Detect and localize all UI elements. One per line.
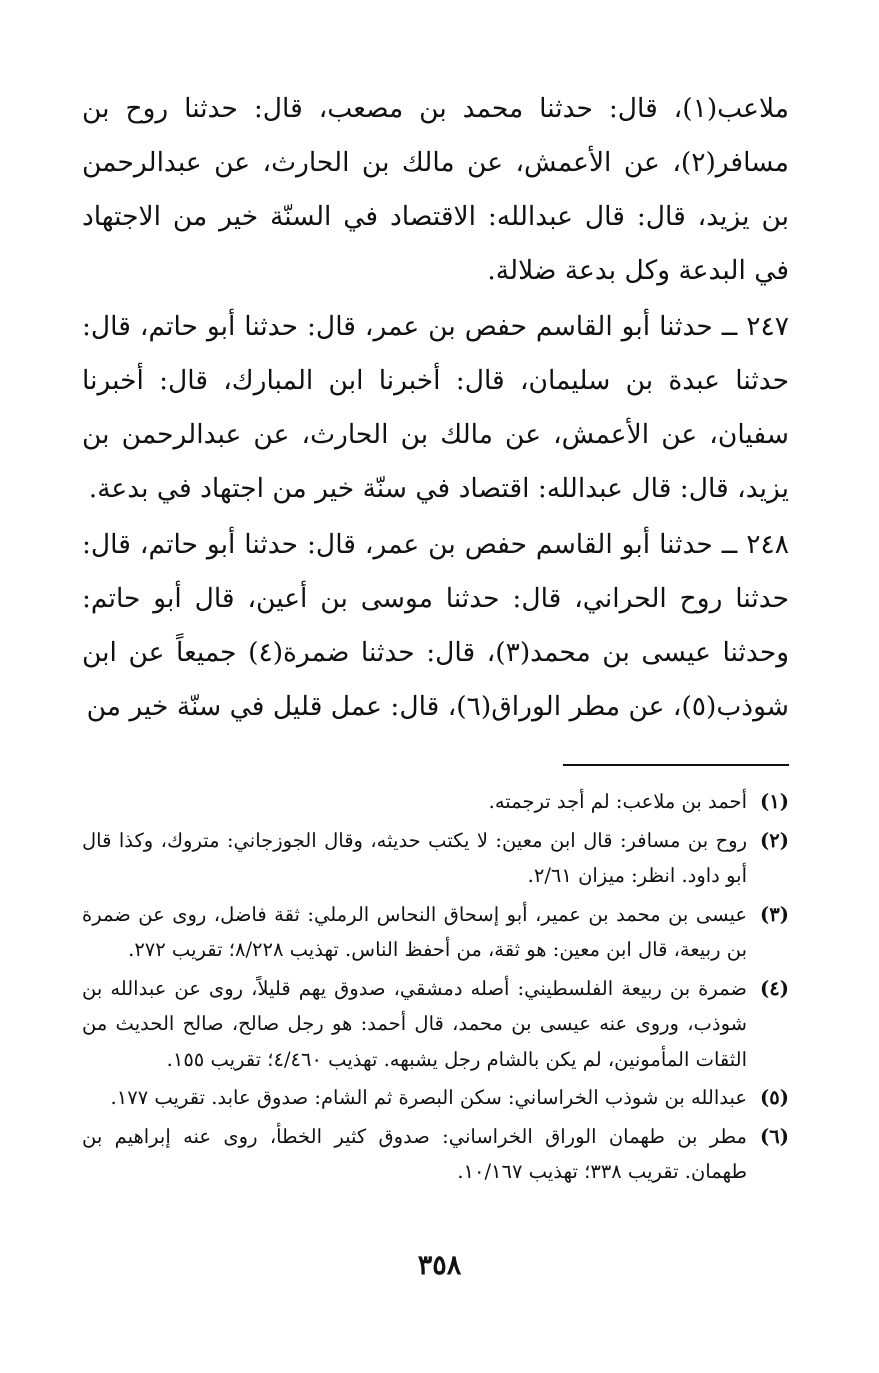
footnote-3 [82, 897, 789, 968]
footnote-text: عيسى بن محمد بن عمير، أبو إسحاق النحاس الرملي: ثقة فاضل، روى عن ضمرة بن ربيعة، قال ابن معين: هو ثقة، من أحفظ الناس. تهذيب ٨/٢٢٨؛ تقريب ٢٧٢. [82, 902, 747, 961]
footnote-2 [82, 823, 789, 894]
footnote-separator [563, 764, 789, 766]
paragraph-narration-continued: ملاعب(١)، قال: حدثنا محمد بن مصعب، قال: حدثنا روح بن مسافر(٢)، عن الأعمش، عن مالك بن الحارث، عن عبدالرحمن بن يزيد، قال: قال عبدالله: الاقتصاد في السنّة خير من الاجتهاد في البدعة وكل بدعة ضلالة. [82, 93, 789, 286]
footnote-1 [82, 784, 789, 820]
footnote-text: ضمرة بن ربيعة الفلسطيني: أصله دمشقي، صدوق يهم قليلاً، روى عن عبدالله بن شوذب، وروى عنه عيسى بن محمد، قال أحمد: هو رجل صالح، صالح الحديث من الثقات المأمونين، لم يكن بالشام رجل يشبهه. تهذيب ٤/٤٦٠؛ تقريب ١٥٥. [82, 976, 747, 1071]
footnote-text: مطر بن طهمان الوراق الخراساني: صدوق كثير الخطأ، روى عنه إبراهيم بن طهمان. تقريب ٣٣٨؛ تهذيب ١٠/١٦٧. [82, 1124, 747, 1183]
footnote-text: عبدالله بن شوذب الخراساني: سكن البصرة ثم الشام: صدوق عابد. تقريب ١٧٧. [110, 1086, 747, 1109]
paragraph-narration-248: ٢٤٨ ــ حدثنا أبو القاسم حفص بن عمر، قال: حدثنا أبو حاتم، قال: حدثنا روح الحراني، قال: حدثنا موسى بن أعين، قال أبو حاتم: وحدثنا عيسى بن محمد(٣)، قال: حدثنا ضمرة(٤) جميعاً عن ابن شوذب(٥)، عن مطر الوراق(٦)، قال: عمل قليل في سنّة خير من [82, 529, 790, 722]
footnote-number: (٤) [760, 976, 789, 1000]
footnote-number: (١) [760, 790, 789, 813]
footnote-number: (٢) [760, 828, 789, 852]
footnote-6 [82, 1119, 789, 1190]
book-page [82, 82, 789, 1193]
main-text [82, 82, 789, 734]
footnote-4 [82, 971, 789, 1078]
footnote-5 [82, 1080, 789, 1116]
paragraph-narration-247: ٢٤٧ ــ حدثنا أبو القاسم حفص بن عمر، قال: حدثنا أبو حاتم، قال: حدثنا عبدة بن سليمان، قال: أخبرنا ابن المبارك، قال: أخبرنا سفيان، عن الأعمش، عن مالك بن الحارث، عن عبدالرحمن بن يزيد، قال: قال عبدالله: اقتصاد في سنّة خير من اجتهاد في بدعة. [82, 311, 789, 504]
footnote-number: (٦) [760, 1124, 789, 1148]
footnote-text: روح بن مسافر: قال ابن معين: لا يكتب حديثه، وقال الجوزجاني: متروك، وكذا قال أبو داود. انظر: ميزان ٢/٦١. [82, 828, 747, 887]
footnote-number: (٥) [760, 1086, 789, 1109]
footnote-number: (٣) [760, 902, 789, 926]
footnotes [82, 784, 789, 1190]
page-number: ٣٥٨ [417, 1250, 462, 1281]
footnote-text: أحمد بن ملاعب: لم أجد ترجمته. [488, 790, 747, 813]
